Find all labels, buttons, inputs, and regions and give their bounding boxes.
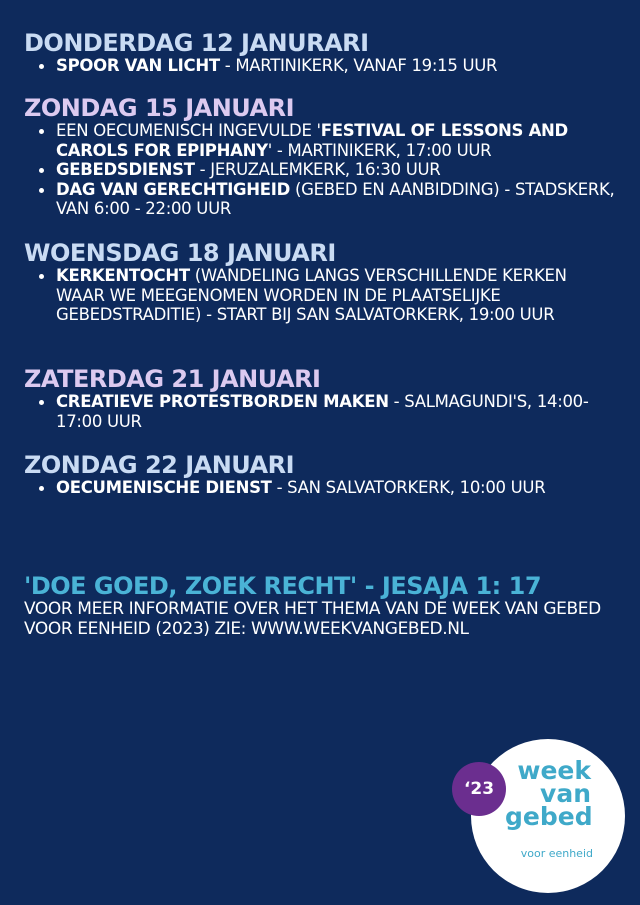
- event-day-2: [24, 95, 620, 219]
- event-details: - MARTINIKERK, VANAF 19:15 UUR: [219, 56, 498, 75]
- event-day-3: [24, 240, 620, 325]
- event-details: - JERUZALEMKERK, 16:30 UUR: [194, 160, 441, 179]
- event-item: [56, 478, 620, 498]
- week-van-gebed-logo: [463, 739, 625, 893]
- event-details: - SAN SALVATORKERK, 10:00 UUR: [271, 478, 546, 497]
- event-title: CREATIEVE PROTESTBORDEN MAKEN: [56, 392, 389, 411]
- event-title: GEBEDSDIENST: [56, 160, 195, 179]
- event-item: [56, 56, 620, 76]
- event-list: [24, 478, 620, 498]
- event-details: (WANDELING LANGS VERSCHILLENDE KERKEN WAAR WE MEEGENOMEN WORDEN IN DE PLAATSELIJKE GEBEDSTRADITIE) - START BIJ SAN SALVATORKERK, 19:00 UUR: [56, 266, 567, 324]
- event-details: (GEBED EN AANBIDDING) - STADSKERK, VAN 6:00 - 22:00 UUR: [56, 179, 615, 218]
- theme-quote: [24, 573, 620, 639]
- day-heading: ZONDAG 15 JANUARI: [24, 94, 295, 122]
- event-day-5: [24, 452, 620, 498]
- quote-text: VOOR MEER INFORMATIE OVER HET THEMA VAN DE WEEK VAN GEBED VOOR EENHEID (2023) ZIE: WWW.WEEKVANGEBED.NL: [24, 599, 601, 639]
- logo-line-van: van: [540, 779, 591, 808]
- logo-line-week: week: [517, 756, 591, 785]
- event-list: [24, 56, 620, 76]
- event-day-4: [24, 366, 620, 431]
- event-prefix: EEN OECUMENISCH INGEVULDE ': [56, 121, 321, 140]
- event-title: KERKENTOCHT: [56, 266, 190, 285]
- event-item: [56, 160, 620, 180]
- logo-line-gebed: gebed: [505, 802, 593, 831]
- logo-wordmark: [505, 756, 593, 831]
- event-list: [24, 121, 620, 219]
- event-item: [56, 392, 620, 431]
- day-heading: WOENSDAG 18 JANUARI: [24, 239, 336, 267]
- event-details: - SALMAGUNDI'S, 14:00-17:00 UUR: [56, 392, 589, 431]
- event-item: [56, 121, 620, 160]
- day-heading: ZATERDAG 21 JANUARI: [24, 365, 321, 393]
- event-title: DAG VAN GERECHTIGHEID: [56, 179, 290, 199]
- event-list: [24, 392, 620, 431]
- event-item: [56, 180, 620, 219]
- quote-title: 'DOE GOED, ZOEK RECHT' - JESAJA 1: 17: [24, 572, 542, 600]
- day-heading: DONDERDAG 12 JANURARI: [24, 29, 369, 57]
- event-day-1: [24, 30, 620, 76]
- event-item: [56, 266, 620, 325]
- event-title: FESTIVAL OF LESSONS AND CAROLS FOR EPIPHANY: [56, 121, 568, 160]
- day-heading: ZONDAG 22 JANUARI: [24, 451, 295, 479]
- event-title: OECUMENISCHE DIENST: [56, 478, 272, 497]
- event-list: [24, 266, 620, 325]
- year-badge: ‘23: [452, 762, 506, 816]
- event-title: SPOOR VAN LICHT: [56, 56, 220, 75]
- event-details: ' - MARTINIKERK, 17:00 UUR: [267, 140, 492, 160]
- logo-subtitle: voor eenheid: [520, 847, 593, 860]
